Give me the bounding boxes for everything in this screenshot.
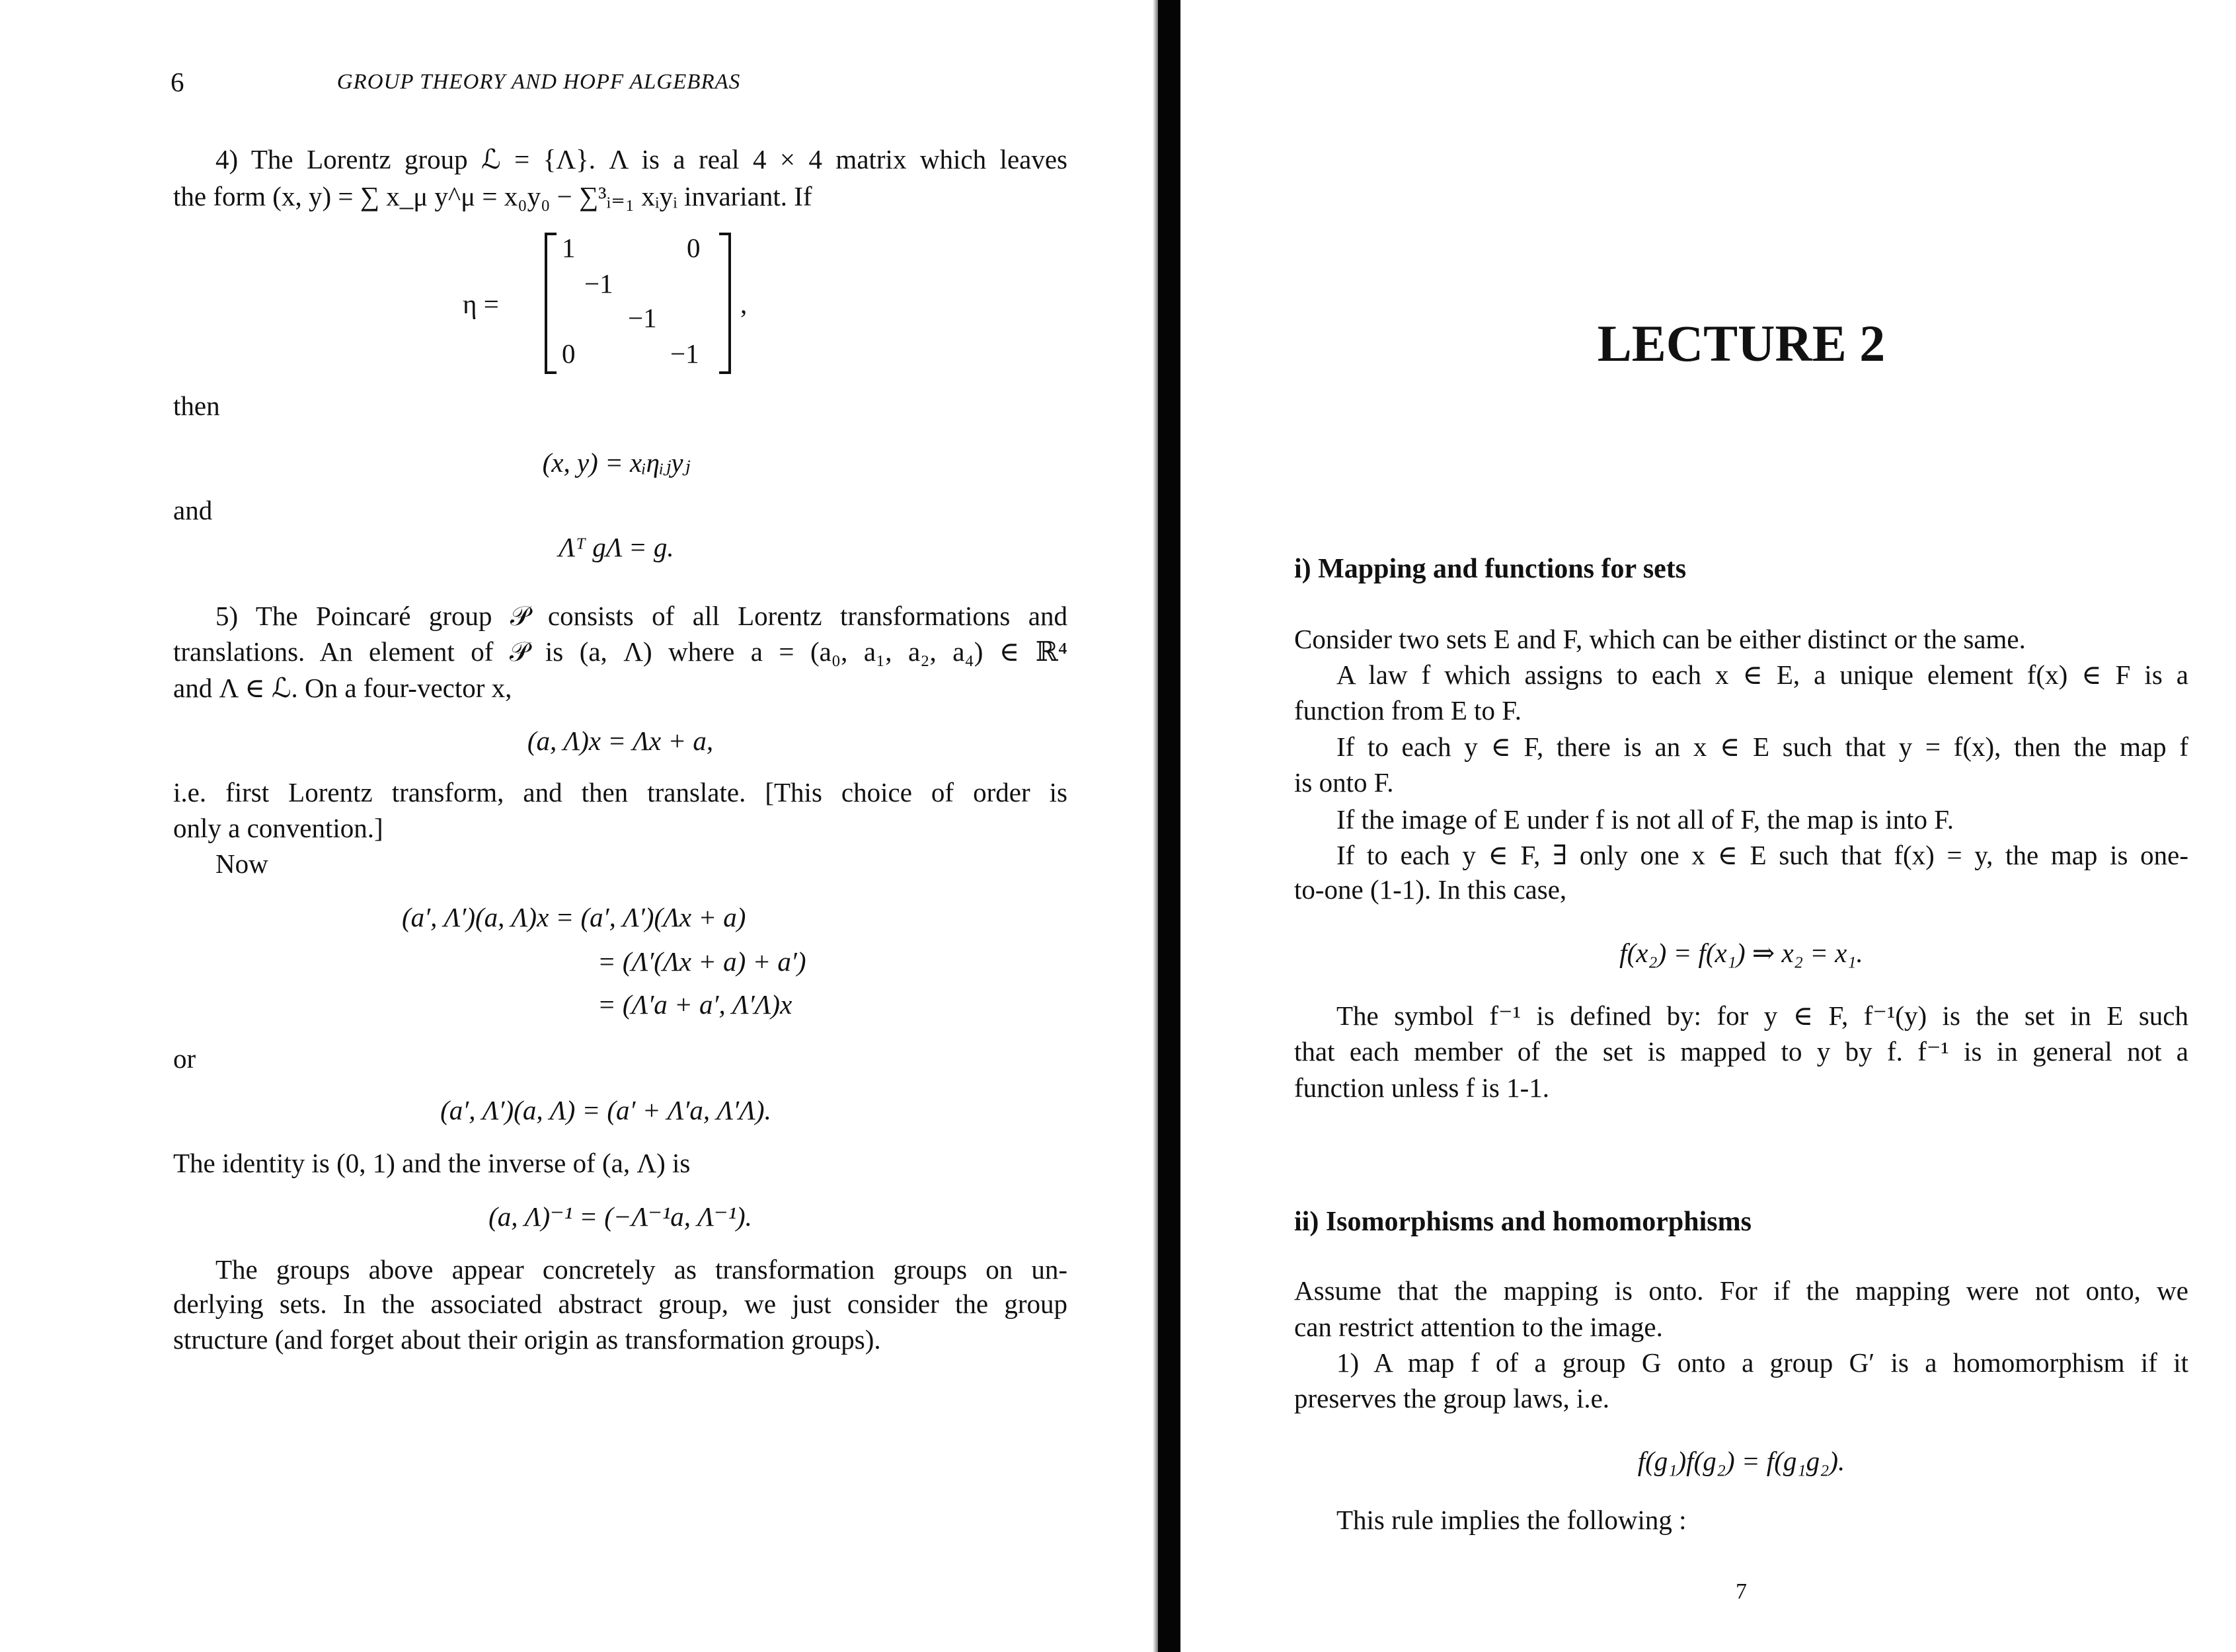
display-equation: (a′, Λ′)(a, Λ) = (a′ + Λ′a, Λ′Λ). <box>440 1095 771 1125</box>
text-line: Assume that the mapping is onto. For if the mapping were not onto, we <box>1294 1275 2188 1306</box>
text-line: The groups above appear concretely as transformation groups on un- <box>215 1254 1067 1285</box>
matrix-label: η = <box>463 289 499 319</box>
text-line: or <box>173 1043 196 1074</box>
left-bracket <box>545 233 557 374</box>
running-header: GROUP THEORY AND HOPF ALGEBRAS <box>336 70 741 94</box>
book-gutter-shadow <box>1153 0 1158 1652</box>
page-number-left: 6 <box>171 67 184 97</box>
text-line: can restrict attention to the image. <box>1294 1312 1663 1342</box>
text-line: This rule implies the following : <box>1336 1505 1687 1535</box>
text-line: i.e. first Lorentz transform, and then translate. [This choice of order is <box>173 777 1067 807</box>
text-line: function unless f is 1-1. <box>1294 1072 1550 1103</box>
matrix-entry: 1 <box>562 233 576 263</box>
display-equation: = (Λ′a + a′, Λ′Λ)x <box>598 989 792 1020</box>
text-line: 1) A map f of a group G onto a group G′ is a homomorphism if it <box>1336 1347 2188 1378</box>
text-line: If to each y ∈ F, there is an x ∈ E such that y = f(x), then the map f <box>1336 732 2188 762</box>
text-line: function from E to F. <box>1294 695 1522 726</box>
text-line: Now <box>215 848 268 879</box>
eta-matrix <box>545 233 731 371</box>
display-equation: Λᵀ gΛ = g. <box>559 532 674 562</box>
page-number-right: 7 <box>1736 1579 1747 1604</box>
display-equation: = (Λ′(Λx + a) + a′) <box>598 946 806 977</box>
text-line: only a convention.] <box>173 813 383 843</box>
section-heading: i) Mapping and functions for sets <box>1294 554 1687 584</box>
matrix-entry: −1 <box>584 268 613 299</box>
chapter-title: LECTURE 2 <box>1597 315 1886 372</box>
matrix-entry: 0 <box>687 233 701 263</box>
matrix-entry: −1 <box>628 303 657 333</box>
display-equation: (a, Λ)⁻¹ = (−Λ⁻¹a, Λ⁻¹). <box>488 1201 752 1232</box>
text-line: derlying sets. In the associated abstract group, we just consider the group <box>173 1289 1067 1319</box>
text-line: 4) The Lorentz group ℒ = {Λ}. Λ is a real 4 × 4 matrix which leaves <box>215 144 1067 174</box>
text-line: structure (and forget about their origin as transformation groups). <box>173 1324 881 1355</box>
text-line: The identity is (0, 1) and the inverse of (a, Λ) is <box>173 1148 691 1178</box>
book-spine <box>1158 0 1180 1652</box>
text-line: is onto F. <box>1294 767 1394 798</box>
display-equation: (a′, Λ′)(a, Λ)x = (a′, Λ′)(Λx + a) <box>402 902 746 932</box>
display-equation: f(x₂) = f(x₁) ⇒ x₂ = x₁. <box>1619 938 1863 968</box>
display-equation: (a, Λ)x = Λx + a, <box>527 726 714 756</box>
text-line: 5) The Poincaré group 𝒫 consists of all Lorentz transformations and <box>215 601 1067 631</box>
text-line: translations. An element of 𝒫 is (a, Λ) where a = (a₀, a₁, a₂, a₄) ∈ ℝ⁴ <box>173 636 1067 667</box>
text-line: to-one (1-1). In this case, <box>1294 874 1567 905</box>
text-line: If the image of E under f is not all of F, the map is into F. <box>1336 804 1954 835</box>
text-line: the form (x, y) = ∑ x_μ y^μ = x₀y₀ − ∑³ᵢ₌₁ xᵢyᵢ invariant. If <box>173 181 812 211</box>
display-equation: (x, y) = xᵢηᵢⱼyⱼ <box>542 447 691 478</box>
text-line: Consider two sets E and F, which can be either distinct or the same. <box>1294 624 2026 654</box>
right-bracket <box>719 233 731 374</box>
text-line: and Λ ∈ ℒ. On a four-vector x, <box>173 673 512 703</box>
text-line: that each member of the set is mapped to y by f. f⁻¹ is in general not a <box>1294 1036 2188 1067</box>
section-heading: ii) Isomorphisms and homomorphisms <box>1294 1207 1752 1237</box>
text-line: The symbol f⁻¹ is defined by: for y ∈ F, f⁻¹(y) is the set in E such <box>1336 1000 2188 1031</box>
text-line: A law f which assigns to each x ∈ E, a unique element f(x) ∈ F is a <box>1336 659 2188 690</box>
text-line: then <box>173 391 220 421</box>
matrix-entry: −1 <box>670 338 699 369</box>
matrix-entry: 0 <box>562 338 576 369</box>
text-line: and <box>173 495 213 525</box>
text-line: If to each y ∈ F, ∃ only one x ∈ E such that f(x) = y, the map is one- <box>1336 840 2188 870</box>
display-equation: f(g₁)f(g₂) = f(g₁g₂). <box>1637 1446 1845 1476</box>
text-line: preserves the group laws, i.e. <box>1294 1383 1610 1413</box>
matrix-comma: , <box>740 289 748 319</box>
